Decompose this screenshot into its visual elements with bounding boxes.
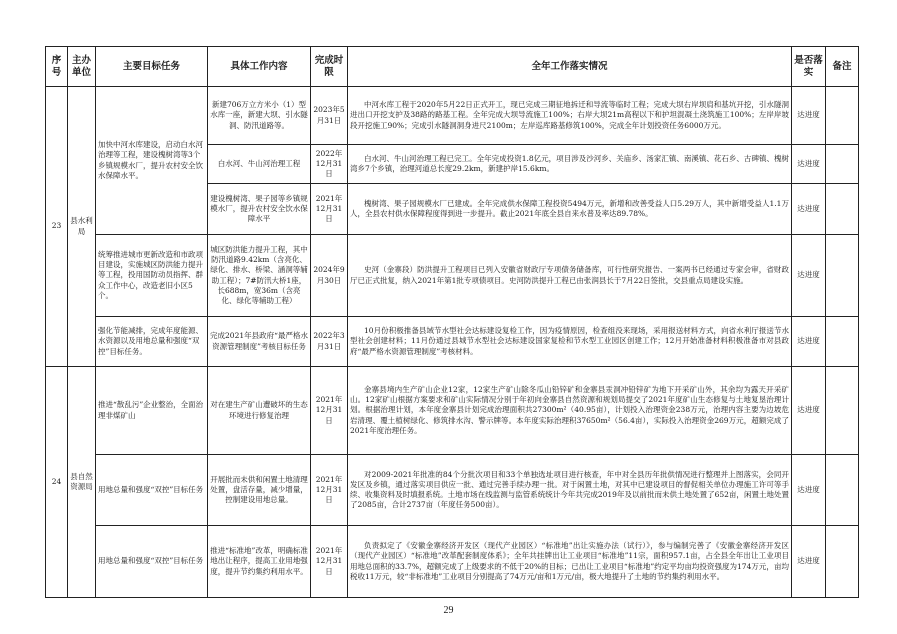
row-unit: 县水利局	[68, 87, 96, 367]
row-progress: 中河水库工程于2020年5月22日正式开工，现已完成三期征地拆迁和导流等临时工程；完成大坝右岸坝肩和基坑开挖，引水隧洞进出口开挖支护及38路的路基工程。全年完成大坝导流施工100%；右岸大坝21m高程以下和护坦混凝土浇筑施工100%；左岸岸坡段开挖施工90%；完成引水隧洞洞身进尺2100m；左岸巡库路基修筑100%，完成全年计划投资任务6000万元。	[348, 87, 792, 145]
row-unit: 县自然资源局	[68, 367, 96, 598]
row-status: 达进度	[792, 526, 826, 598]
row-status: 达进度	[792, 317, 826, 367]
row-content: 对在建生产矿山遭破坏的生态环境进行修复治理	[208, 367, 311, 455]
header-progress: 全年工作落实情况	[348, 47, 792, 87]
row-status: 达进度	[792, 145, 826, 184]
row-deadline: 2021年12月31日	[311, 526, 348, 598]
row-note	[826, 526, 859, 598]
work-progress-table	[45, 46, 859, 598]
row-goal: 用地总量和强度“双控”目标任务	[96, 526, 208, 598]
row-goal: 强化节能减排，完成年度能源、水资源以及用地总量和强度“双控”目标任务。	[96, 317, 208, 367]
header-done: 是否落实	[792, 47, 826, 87]
row-status: 达进度	[792, 455, 826, 526]
row-status: 达进度	[792, 87, 826, 145]
row-note	[826, 184, 859, 235]
header-note: 备注	[826, 47, 859, 87]
row-progress: 对2009-2021年批准的84个分批次项目和33个单独选址项目进行核查，年中对全县历年批供情况进行整理并上图落实，会同开发区及乡镇，通过落实项目供应一批、通过完善手续办理一批。对于闲置土地，对其中已建设项目的督促相关单位办理施工许可等手续、收集资料及时填报系统。土地市场在线监测与监管系统统计今年共完成2019年及以前批而未供土地处置了652亩，闲置土地处置了2085亩，合计2737亩（年度任务500亩）。	[348, 455, 792, 526]
row-status: 达进度	[792, 235, 826, 317]
row-status: 达进度	[792, 367, 826, 455]
row-goal: 统筹推进城市更新改造和市政项目建设，实施城区防洪能力提升等工程，投用国防动员指挥、群众工作中心，改造老旧小区5个。	[96, 235, 208, 317]
row-note	[826, 235, 859, 317]
row-note	[826, 145, 859, 184]
header-row	[46, 47, 859, 87]
table-row	[46, 87, 859, 145]
row-deadline: 2022年12月31日	[311, 145, 348, 184]
row-goal: 用地总量和强度“双控”目标任务	[96, 455, 208, 526]
row-progress: 槐树湾、果子园规模水厂已建成。全年完成供水保障工程投资5494万元，新增和改善受益人口5.29万人，其中新增受益人1.1万人，全县农村供水保障程度得到进一步提升。截止2021年底全县自来水普及率达89.78%。	[348, 184, 792, 235]
row-note	[826, 317, 859, 367]
header-deadline: 完成时限	[311, 47, 348, 87]
row-deadline: 2022年3月31日	[311, 317, 348, 367]
header-seq: 序号	[46, 47, 68, 87]
row-deadline: 2023年5月31日	[311, 87, 348, 145]
row-progress: 负责拟定了《安徽金寨经济开发区（现代产业园区）“标准地”出让实施办法（试行）》，参与编制完善了《安徽金寨经济开发区（现代产业园区）“标准地”改革配套制度体系》；全年共挂牌出让工业项目“标准地”11宗，面积957.1亩，占全县全年出让工业项目用地总面积的33.7%，超额完成了上级要求的不低于20%的目标；已出让工业项目“标准地”约定平均亩均投资强度为174万元，亩均税收11万元，较“非标准地”工业项目分别提高了74万元/亩和1万元/亩，极大地提升了土地的节约集约利用水平。	[348, 526, 792, 598]
row-goal: 加快中河水库建设，启动白水河治理等工程，建设槐树湾等3个乡镇规模水厂，提升农村安全饮水保障水平。	[96, 87, 208, 235]
row-deadline: 2021年12月31日	[311, 455, 348, 526]
header-content: 具体工作内容	[208, 47, 311, 87]
row-progress: 史河（金寨段）防洪提升工程项目已列入安徽省财政厅专项债务储备库，可行性研究报告、一案两书已经通过专家会审，省财政厅已正式批复，纳入2021年第1批专项债项目。史河防洪提升工程已由张润县长于7月22日签批，交县重点局建设实施。	[348, 235, 792, 317]
row-content: 推进“标准地”改革，明确标准地出让程序，提高工业用地强度，提升节约集约利用水平。	[208, 526, 311, 598]
table-row	[46, 235, 859, 317]
row-note	[826, 87, 859, 145]
row-content: 建设槐树湾、果子园等乡镇规模水厂，提升农村安全饮水保障水平	[208, 184, 311, 235]
row-progress: 金寨县境内生产矿山企业12家，12家生产矿山除冬瓜山铅锌矿和金寨县汞洞冲铅锌矿为地下开采矿山外，其余均为露天开采矿山。12家矿山根据方案要求和矿山实际情况分别于年初向金寨县自然资源和规划局提交了2021年度矿山生态修复与土地复垦治理计划。根据治理计划，本年度金寨县计划完成治理面积共27300m²（40.95亩），计划投入治理资金238万元，治理内容主要为边坡危岩清理、覆土植树绿化、修筑排水沟、警示牌等。本年度实际治理积37650m²（56.4亩），实际投入治理资金269万元，超额完成了2021年度治理任务。	[348, 367, 792, 455]
table-row	[46, 317, 859, 367]
row-progress: 白水河、牛山河治理工程已完工。全年完成投资1.8亿元，项目涉及沙河乡、关庙乡、汤家汇镇、南溪镇、花石乡、古碑镇、槐树湾乡7个乡镇，治理河道总长度29.2km，新建护岸15.6km。	[348, 145, 792, 184]
row-content: 完成2021年县政府“最严格水资源管理制度”考核目标任务	[208, 317, 311, 367]
row-progress: 10月份积极推备县域节水型社会达标建设复检工作，因为疫情原因，检查组没来现场，采用报送材料方式，向省水利厅报送节水型社会创建材料；11月份通过县城节水型社会达标建设国家复检和节水型工业园区创建工作；12月开始准备材料积极准备市对县政府“最严格水资源管理制度”考核材料。	[348, 317, 792, 367]
table-row	[46, 455, 859, 526]
row-seq: 24	[46, 367, 68, 598]
page-number: 29	[443, 605, 454, 616]
row-note	[826, 367, 859, 455]
row-deadline: 2021年12月31日	[311, 184, 348, 235]
row-note	[826, 455, 859, 526]
row-seq: 23	[46, 87, 68, 367]
row-goal: 推进“散乱污”企业整治，全面治理非煤矿山	[96, 367, 208, 455]
row-deadline: 2024年9月30日	[311, 235, 348, 317]
row-content: 城区防洪能力提升工程，其中防汛道路9.42km（含亮化、绿化、排水、桥梁、涵洞等辅助工程）；7#防汛大桥1座，长688m，宽36m（含亮化、绿化等辅助工程）	[208, 235, 311, 317]
row-content: 开展批而未供和闲置土地清理处置，盘活存量，减少增量，控制建设用地总量。	[208, 455, 311, 526]
row-content: 新建706万立方米小（1）型水库一座，新建大坝、引水隧洞、防汛道路等。	[208, 87, 311, 145]
header-unit: 主办单位	[68, 47, 96, 87]
row-deadline: 2021年12月31日	[311, 367, 348, 455]
table-row	[46, 367, 859, 455]
header-goal: 主要目标任务	[96, 47, 208, 87]
row-status: 达进度	[792, 184, 826, 235]
row-content: 白水河、牛山河治理工程	[208, 145, 311, 184]
table-row	[46, 526, 859, 598]
